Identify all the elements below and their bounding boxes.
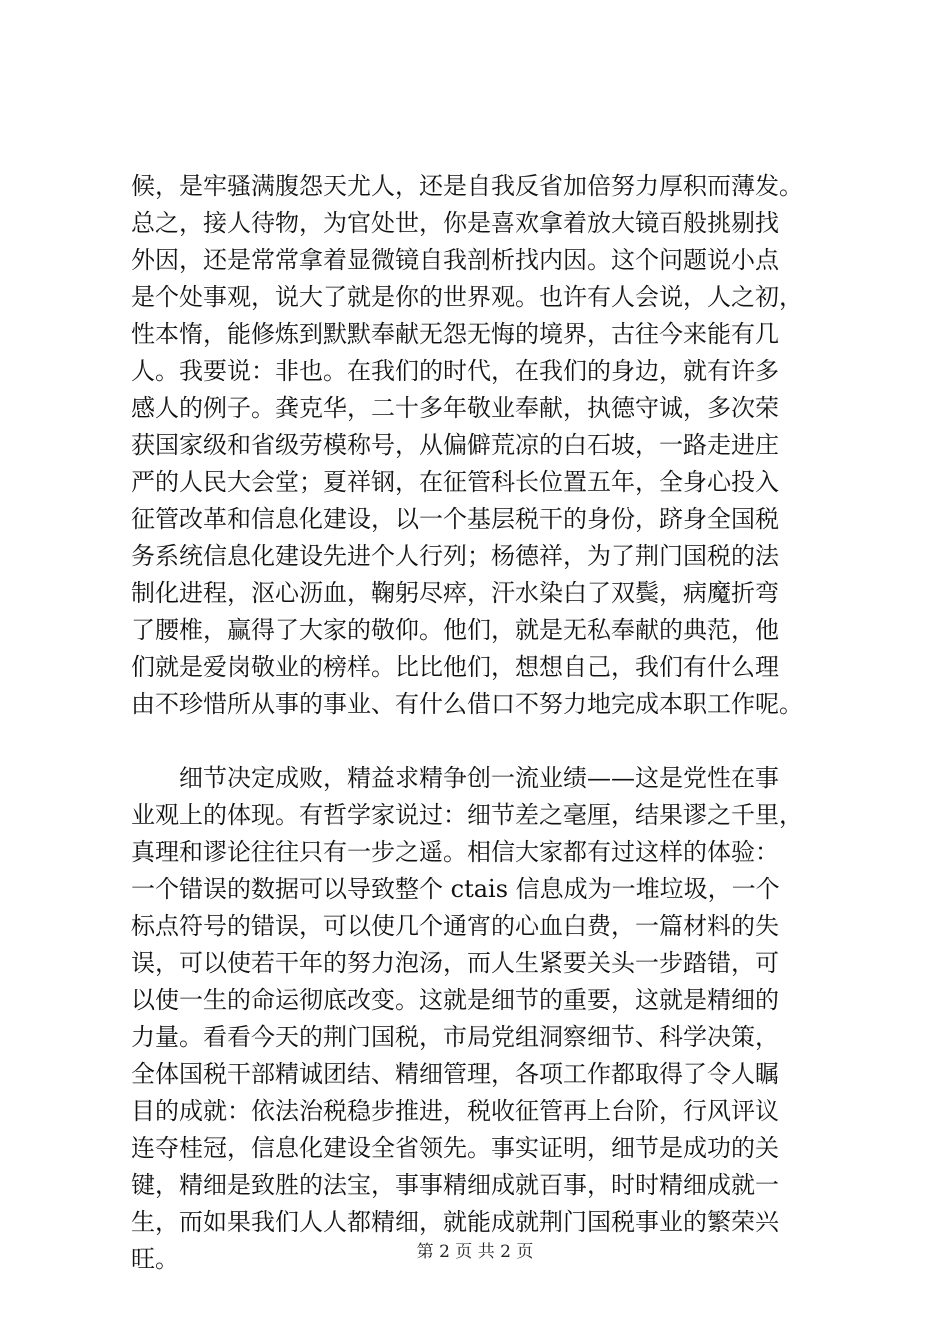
text-line: 目的成就：依法治税稳步推进，税收征管再上台阶，行风评议	[131, 1097, 779, 1125]
text-line: 性本惰，能修炼到默默奉献无怨无悔的境界，古往今来能有几	[131, 320, 779, 348]
paragraph-2	[131, 760, 831, 1278]
text-line: 人。我要说：非也。在我们的时代，在我们的身边，就有许多	[131, 357, 779, 385]
text-line: 一个错误的数据可以导致整个 ctais 信息成为一堆垃圾，一个	[131, 875, 780, 903]
text-line: 旺。	[131, 1245, 179, 1273]
text-line: 全体国税干部精诚团结、精细管理，各项工作都取得了令人瞩	[131, 1060, 779, 1088]
text-line: 细节决定成败，精益求精争创一流业绩——这是党性在事	[131, 764, 779, 792]
text-line: 候，是牢骚满腹怨天尤人，还是自我反省加倍努力厚积而薄发。	[131, 172, 803, 200]
text-line: 征管改革和信息化建设，以一个基层税干的身份，跻身全国税	[131, 505, 779, 533]
text-line: 标点符号的错误，可以使几个通宵的心血白费，一篇材料的失	[131, 912, 779, 940]
text-line: 们就是爱岗敬业的榜样。比比他们，想想自己，我们有什么理	[131, 653, 779, 681]
text-line: 真理和谬论往往只有一步之遥。相信大家都有过这样的体验：	[131, 838, 779, 866]
document-body	[131, 168, 831, 1278]
text-line: 获国家级和省级劳模称号，从偏僻荒凉的白石坡，一路走进庄	[131, 431, 779, 459]
text-line: 误，可以使若干年的努力泡汤，而人生紧要关头一步踏错，可	[131, 949, 779, 977]
text-line: 业观上的体现。有哲学家说过：细节差之毫厘，结果谬之千里，	[131, 801, 803, 829]
text-line: 是个处事观，说大了就是你的世界观。也许有人会说，人之初，	[131, 283, 803, 311]
page-number-footer: 第 2 页 共 2 页	[416, 1242, 534, 1262]
text-line: 务系统信息化建设先进个人行列；杨德祥，为了荆门国税的法	[131, 542, 779, 570]
text-line: 感人的例子。龚克华，二十多年敬业奉献，执德守诚，多次荣	[131, 394, 779, 422]
text-line: 总之，接人待物，为官处世，你是喜欢拿着放大镜百般挑剔找	[131, 209, 779, 237]
text-line: 了腰椎，赢得了大家的敬仰。他们，就是无私奉献的典范，他	[131, 616, 779, 644]
text-line: 连夺桂冠，信息化建设全省领先。事实证明，细节是成功的关	[131, 1134, 779, 1162]
text-line: 键，精细是致胜的法宝，事事精细成就百事，时时精细成就一	[131, 1171, 779, 1199]
text-line: 制化进程，沤心沥血，鞠躬尽瘁，汗水染白了双鬓，病魔折弯	[131, 579, 779, 607]
text-line: 力量。看看今天的荆门国税，市局党组洞察细节、科学决策，	[131, 1023, 779, 1051]
text-line: 由不珍惜所从事的事业、有什么借口不努力地完成本职工作呢。	[131, 690, 803, 718]
text-line: 严的人民大会堂；夏祥钢，在征管科长位置五年，全身心投入	[131, 468, 779, 496]
text-line: 生，而如果我们人人都精细，就能成就荆门国税事业的繁荣兴	[131, 1208, 779, 1236]
paragraph-1	[131, 168, 831, 723]
text-line: 以使一生的命运彻底改变。这就是细节的重要，这就是精细的	[131, 986, 779, 1014]
text-line: 外因，还是常常拿着显微镜自我剖析找内因。这个问题说小点	[131, 246, 779, 274]
